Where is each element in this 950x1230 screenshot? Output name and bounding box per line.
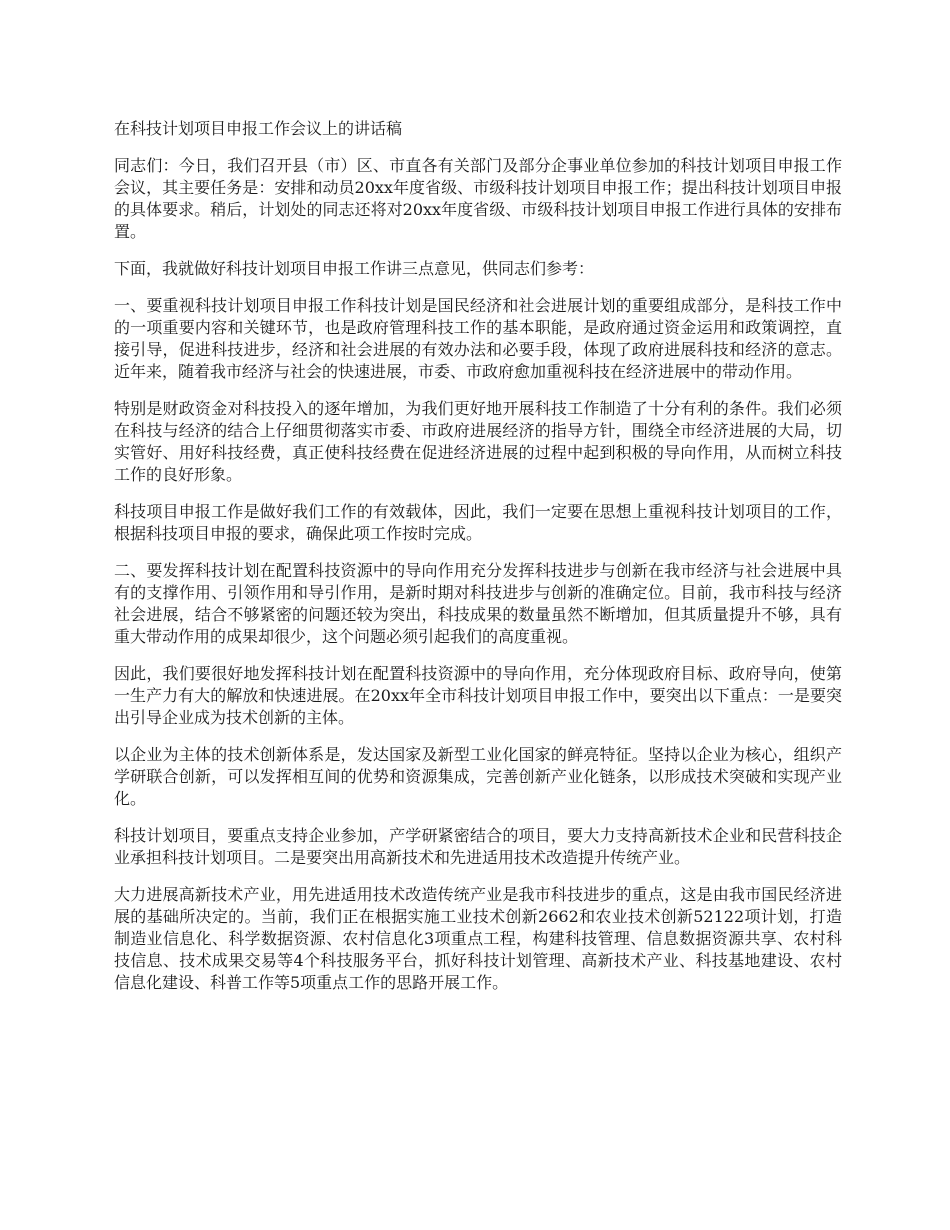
document-title: 在科技计划项目申报工作会议上的讲话稿 (114, 119, 403, 138)
paragraph-10: 大力进展高新技术产业，用先进适用技术改造传统产业是我市科技进步的重点，这是由我市国民经济进展的基础所决定的。当前，我们正在根据实施工业技术创新2662和农业技术创新52122项计划，打造制造业信息化、科学数据资源、农村信息化3项重点工程，构建科技管理、信息数据资源共享、农村科技信息、技术成果交易等4个科技服务平台，抓好科技计划管理、高新技术产业、科技基地建设、农村信息化建设、科普工作等5项重点工作的思路开展工作。 (114, 885, 842, 992)
paragraph-4: 特别是财政资金对科技投入的逐年增加，为我们更好地开展科技工作制造了十分有利的条件。我们必须在科技与经济的结合上仔细贯彻落实市委、市政府进展经济的指导方针，围绕全市经济进展的大局，切实管好、用好科技经费，真正使科技经费在促进经济进展的过程中起到积极的导向作用，从而树立科技工作的良好形象。 (114, 399, 842, 484)
paragraph-5: 科技项目申报工作是做好我们工作的有效载体，因此，我们一定要在思想上重视科技计划项目的工作，根据科技项目申报的要求，确保此项工作按时完成。 (114, 502, 842, 543)
paragraph-3: 一、要重视科技计划项目申报工作科技计划是国民经济和社会进展计划的重要组成部分，是科技工作中的一项重要内容和关键环节，也是政府管理科技工作的基本职能，是政府通过资金运用和政策调控，直接引导，促进科技进步，经济和社会进展的有效办法和必要手段，体现了政府进展科技和经济的意志。近年来，随着我市经济与社会的快速进展，市委、市政府愈加重视科技在经济进展中的带动作用。 (114, 296, 842, 381)
paragraph-1: 同志们：今日，我们召开县（市）区、市直各有关部门及部分企事业单位参加的科技计划项目申报工作会议，其主要任务是：安排和动员20xx年度省级、市级科技计划项目申报工作；提出科技计划项目申报的具体要求。稍后，计划处的同志还将对20xx年度省级、市级科技计划项目申报工作进行具体的安排布置。 (114, 156, 842, 241)
paragraph-6: 二、要发挥科技计划在配置科技资源中的导向作用充分发挥科技进步与创新在我市经济与社会进展中具有的支撑作用、引领作用和导引作用，是新时期对科技进步与创新的准确定位。目前，我市科技与经济社会进展，结合不够紧密的问题还较为突出，科技成果的数量虽然不断增加，但其质量提升不够，具有重大带动作用的成果却很少，这个问题必须引起我们的高度重视。 (114, 561, 842, 646)
paragraph-7: 因此，我们要很好地发挥科技计划在配置科技资源中的导向作用，充分体现政府目标、政府导向，使第一生产力有大的解放和快速进展。在20xx年全市科技计划项目申报工作中，要突出以下重点：一是要突出引导企业成为技术创新的主体。 (114, 664, 842, 727)
paragraph-2: 下面，我就做好科技计划项目申报工作讲三点意见，供同志们参考： (114, 259, 595, 278)
paragraph-8: 以企业为主体的技术创新体系是，发达国家及新型工业化国家的鲜亮特征。坚持以企业为核心，组织产学研联合创新，可以发挥相互间的优势和资源集成，完善创新产业化链条，以形成技术突破和实现产业化。 (114, 745, 842, 808)
document-body (114, 118, 842, 1009)
paragraph-9: 科技计划项目，要重点支持企业参加，产学研紧密结合的项目，要大力支持高新技术企业和民营科技企业承担科技计划项目。二是要突出用高新技术和先进适用技术改造提升传统产业。 (114, 826, 842, 867)
